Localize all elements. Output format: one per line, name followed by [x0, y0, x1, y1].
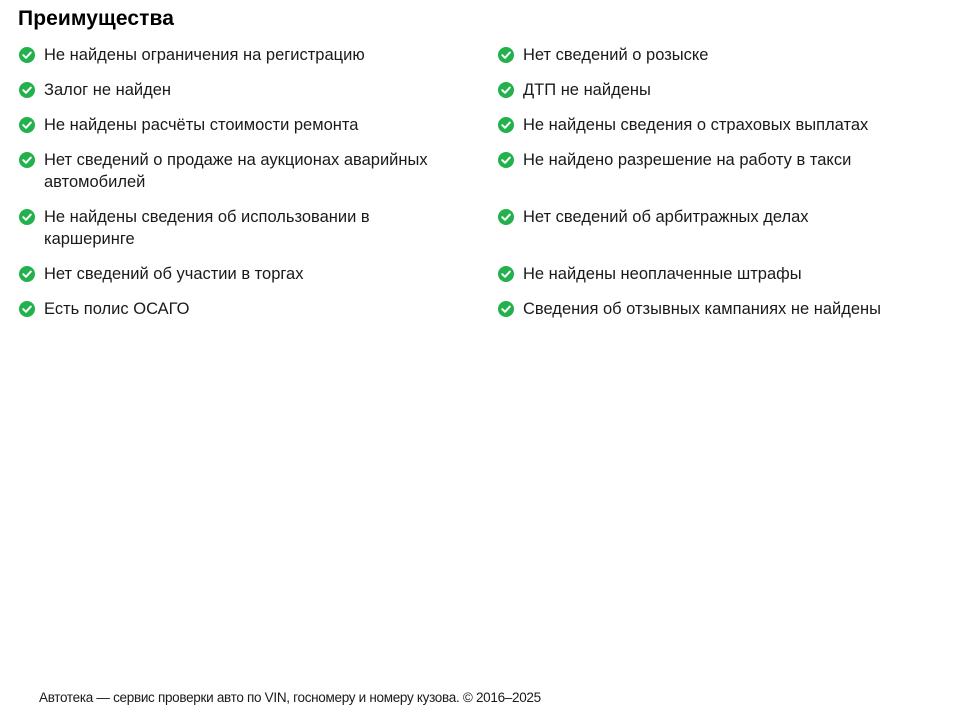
advantage-text: Нет сведений о продаже на аукционах аварийных автомобилей — [44, 151, 428, 191]
footer-text: Автотека — сервис проверки авто по VIN, госномеру и номеру кузова. © 2016–2025 — [39, 690, 541, 705]
advantage-text: Есть полис ОСАГО — [44, 300, 190, 318]
advantage-text: Не найдены сведения об использовании в каршеринге — [44, 208, 370, 248]
advantage-item — [19, 44, 489, 66]
advantages-list-right — [498, 44, 948, 320]
check-circle-icon — [498, 82, 514, 98]
advantages-list-left — [19, 44, 489, 320]
advantage-text: Нет сведений об арбитражных делах — [523, 208, 809, 226]
check-circle-icon — [19, 152, 35, 168]
advantage-item — [498, 79, 948, 101]
check-circle-icon — [498, 209, 514, 225]
advantage-item — [19, 114, 489, 136]
advantage-item — [19, 149, 484, 193]
advantage-item — [19, 263, 489, 285]
advantage-text: Не найдены неоплаченные штрафы — [523, 265, 802, 283]
advantage-item — [19, 79, 489, 101]
check-circle-icon — [498, 47, 514, 63]
advantage-item — [498, 298, 948, 320]
check-circle-icon — [498, 117, 514, 133]
advantage-text: Не найдены сведения о страховых выплатах — [523, 116, 869, 134]
advantage-item — [498, 44, 948, 66]
check-circle-icon — [498, 152, 514, 168]
check-circle-icon — [19, 301, 35, 317]
check-circle-icon — [498, 266, 514, 282]
check-circle-icon — [19, 117, 35, 133]
check-circle-icon — [19, 266, 35, 282]
advantage-text: Нет сведений об участии в торгах — [44, 265, 304, 283]
advantage-text: ДТП не найдены — [523, 81, 651, 99]
advantage-item — [498, 114, 948, 136]
advantage-text: Не найдено разрешение на работу в такси — [523, 151, 852, 169]
advantage-text: Залог не найден — [44, 81, 172, 99]
advantage-text: Сведения об отзывных кампаниях не найдены — [523, 300, 882, 318]
advantage-item — [498, 263, 948, 285]
section-title: Преимущества — [18, 7, 175, 30]
advantage-text: Не найдены ограничения на регистрацию — [44, 46, 365, 64]
check-circle-icon — [19, 209, 35, 225]
check-circle-icon — [498, 301, 514, 317]
advantage-item — [19, 298, 489, 320]
advantage-text: Нет сведений о розыске — [523, 46, 709, 64]
advantage-item — [19, 206, 404, 250]
advantage-text: Не найдены расчёты стоимости ремонта — [44, 116, 359, 134]
advantage-item — [498, 206, 948, 228]
check-circle-icon — [19, 47, 35, 63]
check-circle-icon — [19, 82, 35, 98]
advantage-item — [498, 149, 948, 171]
